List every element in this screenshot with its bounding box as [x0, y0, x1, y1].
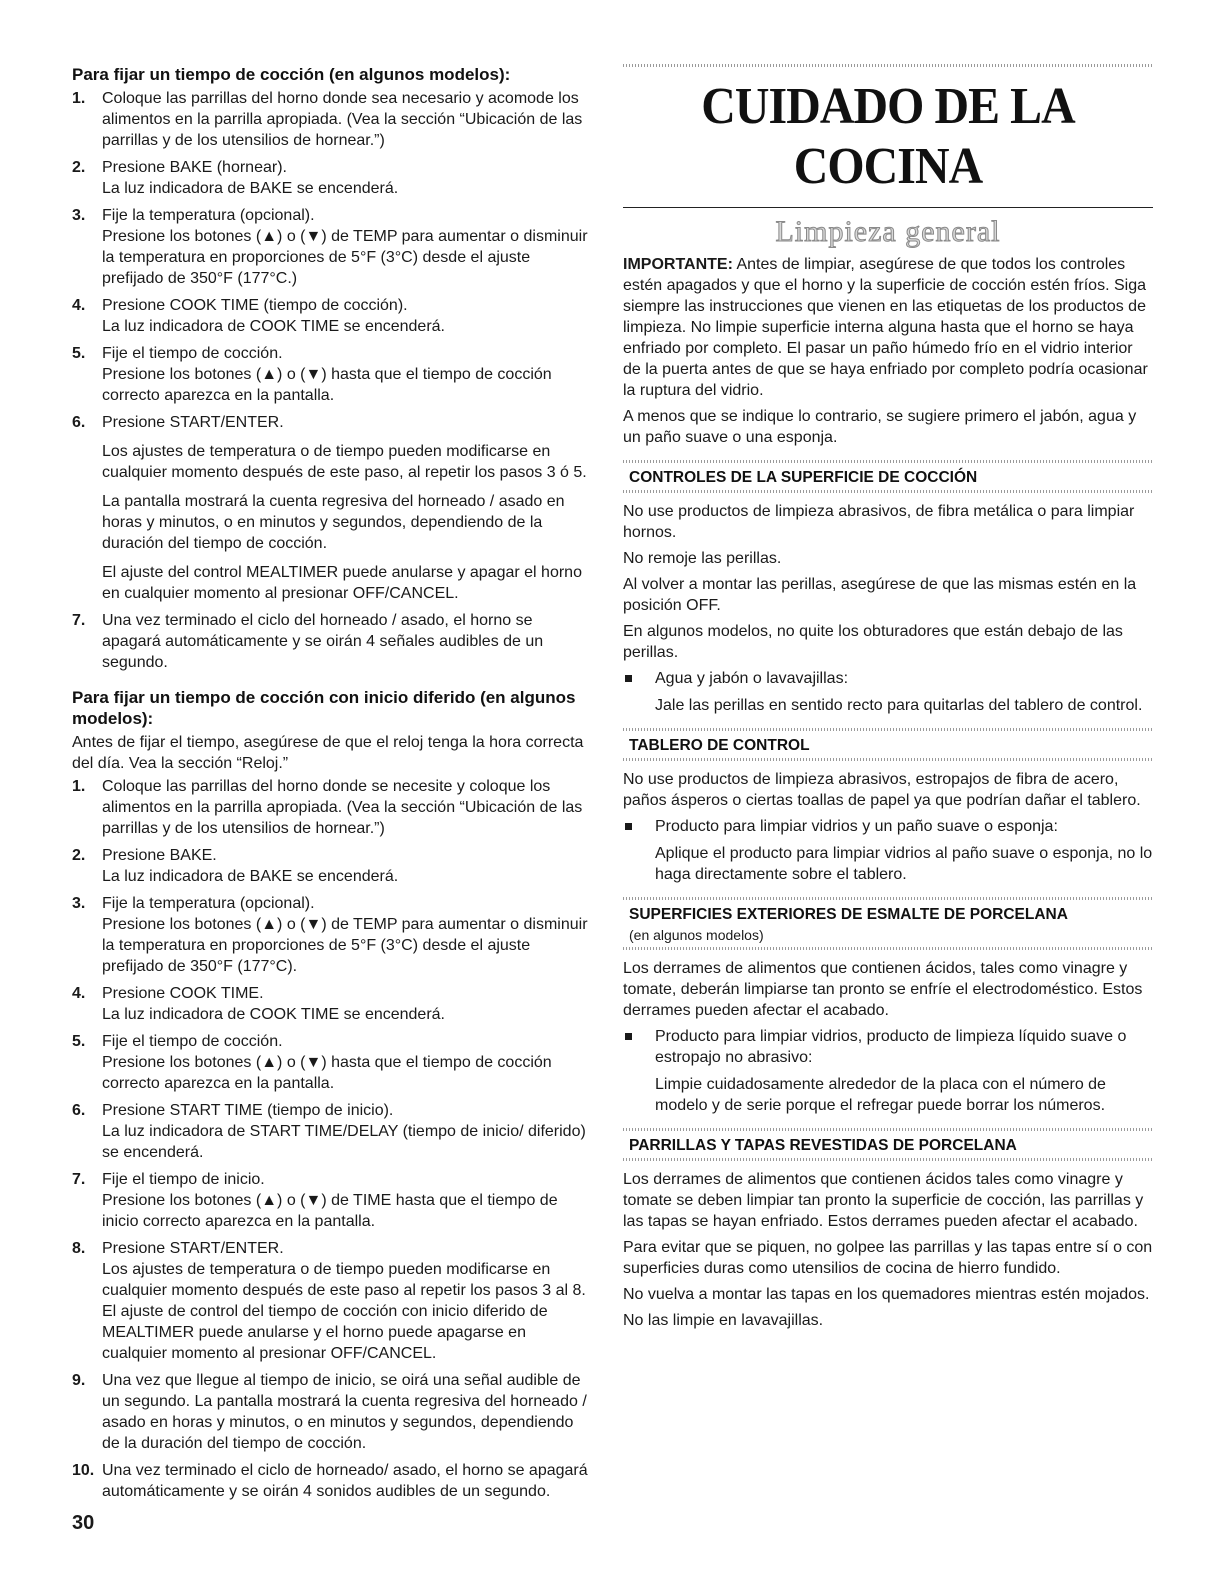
- list-item: [72, 776, 590, 839]
- list-item: [72, 1031, 590, 1094]
- important-paragraph: [623, 254, 1153, 401]
- step-number: 7.: [72, 1171, 86, 1188]
- section-title: CONTROLES DE LA SUPERFICIE DE COCCIÓN: [629, 469, 978, 486]
- top-divider: [623, 64, 1153, 67]
- list-item: [72, 343, 590, 406]
- section-paragraph: No use productos de limpieza abrasivos, estropajos de fibra de acero, paños ásperos o ciertas toallas de papel ya que podrían dañar el tablero.: [623, 771, 1141, 809]
- list-item: [72, 205, 590, 289]
- step-number: 1.: [72, 778, 86, 795]
- step-number: 10.: [72, 1462, 95, 1479]
- section-header: [623, 897, 1153, 950]
- step-text: Presione COOK TIME.: [102, 985, 264, 1002]
- section-title: PARRILLAS Y TAPAS REVESTIDAS DE PORCELANA: [629, 1137, 1017, 1154]
- step-text: Una vez terminado el ciclo del horneado / asado, el horno se apagará automáticamente y se oirán 4 señales audibles de un segundo.: [102, 612, 544, 671]
- step-text: Presione los botones (▲) o (▼) de TEMP para aumentar o disminuir la temperatura en proporciones de 5°F (3°C) desde el ajuste prefijado de 350°F (177°C.): [102, 228, 588, 287]
- step-text: Fije la temperatura (opcional).: [102, 207, 315, 224]
- section-heading-delayed-start: Para fijar un tiempo de cocción con inicio diferido (en algunos modelos):: [72, 688, 576, 728]
- step-text: Fije el tiempo de cocción.: [102, 345, 283, 362]
- step-text: Fije el tiempo de inicio.: [102, 1171, 265, 1188]
- bullet-detail: Limpie cuidadosamente alrededor de la placa con el número de modelo y de serie porque el refregar puede borrar los números.: [655, 1076, 1106, 1114]
- list-item: [72, 1100, 590, 1163]
- section-note: (en algunos modelos): [629, 927, 764, 943]
- bullet-square-icon: [625, 823, 632, 830]
- step-text: El ajuste de control del tiempo de cocción con inicio diferido de MEALTIMER puede anularse y el horno puede apagarse en cualquier momento al presionar OFF/CANCEL.: [102, 1303, 548, 1362]
- general-paragraph: A menos que se indique lo contrario, se sugiere primero el jabón, agua y un paño suave o una esponja.: [623, 408, 1137, 446]
- list-item: [72, 88, 590, 151]
- title-divider: [623, 207, 1153, 208]
- step-text: Presione BAKE (hornear).: [102, 159, 287, 176]
- list-item: [72, 157, 590, 199]
- bullet-item: [623, 1026, 1153, 1068]
- cleaning-sections: [623, 460, 1153, 1331]
- delayed-start-steps: [72, 776, 590, 1502]
- section-header: [623, 1128, 1153, 1161]
- right-column: [623, 64, 1153, 1336]
- bullet-text: Producto para limpiar vidrios y un paño suave o esponja:: [655, 818, 1058, 835]
- step-note: El ajuste del control MEALTIMER puede anularse y apagar el horno en cualquier momento al presionar OFF/CANCEL.: [102, 564, 582, 602]
- step-number: 4.: [72, 297, 86, 314]
- bullet-text: Producto para limpiar vidrios, producto de limpieza líquido suave o estropajo no abrasivo:: [655, 1028, 1127, 1066]
- step-text: Coloque las parrillas del horno donde se necesite y coloque los alimentos en la parrilla apropiada. (Vea la sección “Ubicación de las parrillas y de los utensilios de hornear.”): [102, 778, 583, 837]
- section-paragraph: No vuelva a montar las tapas en los quemadores mientras estén mojados.: [623, 1286, 1150, 1303]
- list-item: [72, 1370, 590, 1454]
- list-item: [72, 983, 590, 1025]
- step-text: La luz indicadora de START TIME/DELAY (tiempo de inicio/ diferido) se encenderá.: [102, 1123, 586, 1161]
- page-subtitle: Limpieza general: [775, 215, 1001, 248]
- step-text: Presione START/ENTER.: [102, 1240, 284, 1257]
- step-text: Los ajustes de temperatura o de tiempo pueden modificarse en cualquier momento después de este paso al repetir los pasos 3 al 8.: [102, 1261, 586, 1299]
- section-divider-bottom: [623, 490, 1153, 493]
- step-text: Presione los botones (▲) o (▼) de TIME hasta que el tiempo de inicio correcto aparezca en la pantalla.: [102, 1192, 558, 1230]
- left-column: [72, 64, 590, 1508]
- step-number: 9.: [72, 1372, 86, 1389]
- step-note: La pantalla mostrará la cuenta regresiva del horneado / asado en horas y minutos, o en minutos y segundos, dependiendo de la duración del tiempo de cocción.: [102, 493, 565, 552]
- step-number: 8.: [72, 1240, 86, 1257]
- section-heading-cook-time: Para fijar un tiempo de cocción (en algunos modelos):: [72, 65, 511, 84]
- step-number: 3.: [72, 895, 86, 912]
- section-paragraph: Al volver a montar las perillas, asegúrese de que las mismas estén en la posición OFF.: [623, 576, 1137, 614]
- section-divider-bottom: [623, 1158, 1153, 1161]
- section-paragraph: No las limpie en lavavajillas.: [623, 1312, 824, 1329]
- step-text: Presione START/ENTER.: [102, 414, 284, 431]
- step-text: Presione COOK TIME (tiempo de cocción).: [102, 297, 408, 314]
- list-item: [72, 610, 590, 673]
- important-label: IMPORTANTE:: [623, 256, 733, 273]
- important-text: Antes de limpiar, asegúrese de que todos los controles estén apagados y que el horno y la superficie de cocción estén fríos. Siga siempre las instrucciones que vienen en las etiquetas de los productos de limpieza. No limpie superficie interna alguna hasta que el horno se haya enfriado por completo. El pasar un paño húmedo frío en el vidrio interior de la puerta antes de que se haya enfriado por completo podría ocasionar la ruptura del vidrio.: [623, 256, 1148, 399]
- step-number: 7.: [72, 612, 86, 629]
- section-paragraph: Para evitar que se piquen, no golpee las parrillas y las tapas entre sí o con superficies duras como utensilios de cocina de hierro fundido.: [623, 1239, 1153, 1277]
- bullet-square-icon: [625, 675, 632, 682]
- bullet-item: [623, 668, 1153, 689]
- section-paragraph: Los derrames de alimentos que contienen ácidos tales como vinagre y tomate se deben limpiar tan pronto la superficie de cocción, las parrillas y las tapas se hayan enfriado. Estos derrames pueden afectar el acabado.: [623, 1171, 1144, 1230]
- step-text: Presione los botones (▲) o (▼) de TEMP para aumentar o disminuir la temperatura en proporciones de 5°F (3°C) desde el ajuste prefijado de 350°F (177°C).: [102, 916, 588, 975]
- step-text: La luz indicadora de BAKE se encenderá.: [102, 868, 399, 885]
- delayed-start-intro: Antes de fijar el tiempo, asegúrese de que el reloj tenga la hora correcta del día. Vea la sección “Reloj.”: [72, 734, 584, 772]
- page-number: 30: [72, 1512, 95, 1534]
- section-header: [623, 460, 1153, 493]
- step-number: 6.: [72, 414, 86, 431]
- step-number: 5.: [72, 1033, 86, 1050]
- page-title: CUIDADO DE LA COCINA: [701, 78, 1075, 195]
- step-text: La luz indicadora de COOK TIME se encenderá.: [102, 318, 445, 335]
- list-item: [72, 295, 590, 337]
- step-note: Los ajustes de temperatura o de tiempo pueden modificarse en cualquier momento después de este paso, al repetir los pasos 3 ó 5.: [102, 443, 587, 481]
- bullet-detail: Jale las perillas en sentido recto para quitarlas del tablero de control.: [655, 697, 1143, 714]
- step-number: 2.: [72, 847, 86, 864]
- step-number: 2.: [72, 159, 86, 176]
- list-item: [72, 845, 590, 887]
- section-divider-bottom: [623, 947, 1153, 950]
- step-text: Una vez que llegue al tiempo de inicio, se oirá una señal audible de un segundo. La pantalla mostrará la cuenta regresiva del horneado / asado en horas y minutos, o en minutos y segundos, dependiendo de la duración del tiempo de cocción.: [102, 1372, 587, 1452]
- step-number: 4.: [72, 985, 86, 1002]
- list-item: [72, 1460, 590, 1502]
- step-number: 1.: [72, 90, 86, 107]
- section-header: [623, 728, 1153, 761]
- list-item: [72, 893, 590, 977]
- step-text: La luz indicadora de COOK TIME se encenderá.: [102, 1006, 445, 1023]
- bullet-item: [623, 816, 1153, 837]
- step-text: Presione START TIME (tiempo de inicio).: [102, 1102, 394, 1119]
- section-title: SUPERFICIES EXTERIORES DE ESMALTE DE PORCELANA: [629, 906, 1068, 923]
- step-text: Presione BAKE.: [102, 847, 217, 864]
- step-text: Presione los botones (▲) o (▼) hasta que el tiempo de cocción correcto aparezca en la pantalla.: [102, 366, 552, 404]
- section-paragraph: No use productos de limpieza abrasivos, de fibra metálica o para limpiar hornos.: [623, 503, 1135, 541]
- section-paragraph: En algunos modelos, no quite los obturadores que están debajo de las perillas.: [623, 623, 1123, 661]
- section-divider-bottom: [623, 758, 1153, 761]
- section-title: TABLERO DE CONTROL: [629, 737, 810, 754]
- list-item: [72, 1238, 590, 1364]
- section-paragraph: No remoje las perillas.: [623, 550, 782, 567]
- bullet-detail: Aplique el producto para limpiar vidrios al paño suave o esponja, no lo haga directamente sobre el tablero.: [655, 845, 1153, 883]
- step-text: Fije la temperatura (opcional).: [102, 895, 315, 912]
- section-paragraph: Los derrames de alimentos que contienen ácidos, tales como vinagre y tomate, deberán limpiarse tan pronto se enfríe el electrodoméstico. Estos derrames pueden afectar el acabado.: [623, 960, 1143, 1019]
- step-text: Presione los botones (▲) o (▼) hasta que el tiempo de cocción correcto aparezca en la pantalla.: [102, 1054, 552, 1092]
- cook-time-steps: [72, 88, 590, 673]
- step-number: 5.: [72, 345, 86, 362]
- step-text: Fije el tiempo de cocción.: [102, 1033, 283, 1050]
- step-text: La luz indicadora de BAKE se encenderá.: [102, 180, 399, 197]
- step-number: 3.: [72, 207, 86, 224]
- step-text: Coloque las parrillas del horno donde sea necesario y acomode los alimentos en la parrilla apropiada. (Vea la sección “Ubicación de las parrillas y de los utensilios de hornear.”): [102, 90, 583, 149]
- step-text: Una vez terminado el ciclo de horneado/ asado, el horno se apagará automáticamente y se oirán 4 sonidos audibles de un segundo.: [102, 1462, 588, 1500]
- list-item: [72, 1169, 590, 1232]
- bullet-square-icon: [625, 1033, 632, 1040]
- bullet-text: Agua y jabón o lavavajillas:: [655, 670, 849, 687]
- list-item: [72, 412, 590, 604]
- step-number: 6.: [72, 1102, 86, 1119]
